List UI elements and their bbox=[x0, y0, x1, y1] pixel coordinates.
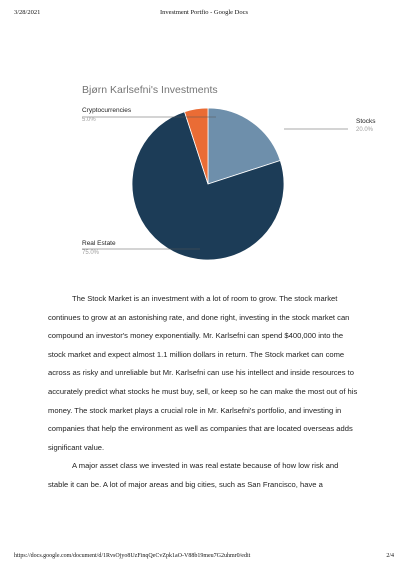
paragraph-stock-market: The Stock Market is an investment with a lot of room to grow. The stock market continues to grow at an astonishing rate, and done right, investing in the stock market can compound an investor's money exponentially. Mr. Karlsefni can spend $400,000 into the stock market and expect almost 1.1 million dollars in return. The Stock market can come across as risky and unreliable but Mr. Karlsefni can use his intellect and inside resources to accurately predict what stocks he must buy, sell, or keep so he can make the most out of his money. The stock market plays a crucial role in Mr. Karlsefni's portfolio, and investing in companies that help the environment as well as companies that are located overseas adds significant value. bbox=[48, 294, 358, 452]
print-footer bbox=[14, 553, 394, 563]
value-stocks: 20.0% bbox=[356, 127, 374, 133]
label-cryptocurrencies: Cryptocurrencies bbox=[82, 107, 132, 114]
print-date: 3/28/2021 bbox=[14, 9, 41, 16]
value-cryptocurrencies: 5.0% bbox=[82, 117, 96, 123]
paragraph-real-estate: A major asset class we invested in was real estate because of how low risk and stable it can be. A lot of major areas and big cities, such as San Francisco, have a bbox=[48, 461, 339, 489]
value-real-estate: 75.0% bbox=[82, 250, 100, 256]
document-body bbox=[48, 290, 358, 495]
print-doc-title: Investment Portfio - Google Docs bbox=[159, 9, 249, 16]
print-url: https://docs.google.com/document/d/1RvsOjyo8UzFinqQeCvZpk1aO-V88b19meu7G2uhmr0/edit bbox=[14, 553, 251, 559]
print-page-number: 2/4 bbox=[386, 553, 394, 559]
label-stocks: Stocks bbox=[356, 118, 376, 125]
label-real-estate: Real Estate bbox=[82, 240, 116, 247]
chart-title: Bjørn Karlsefni's Investments bbox=[82, 84, 218, 96]
